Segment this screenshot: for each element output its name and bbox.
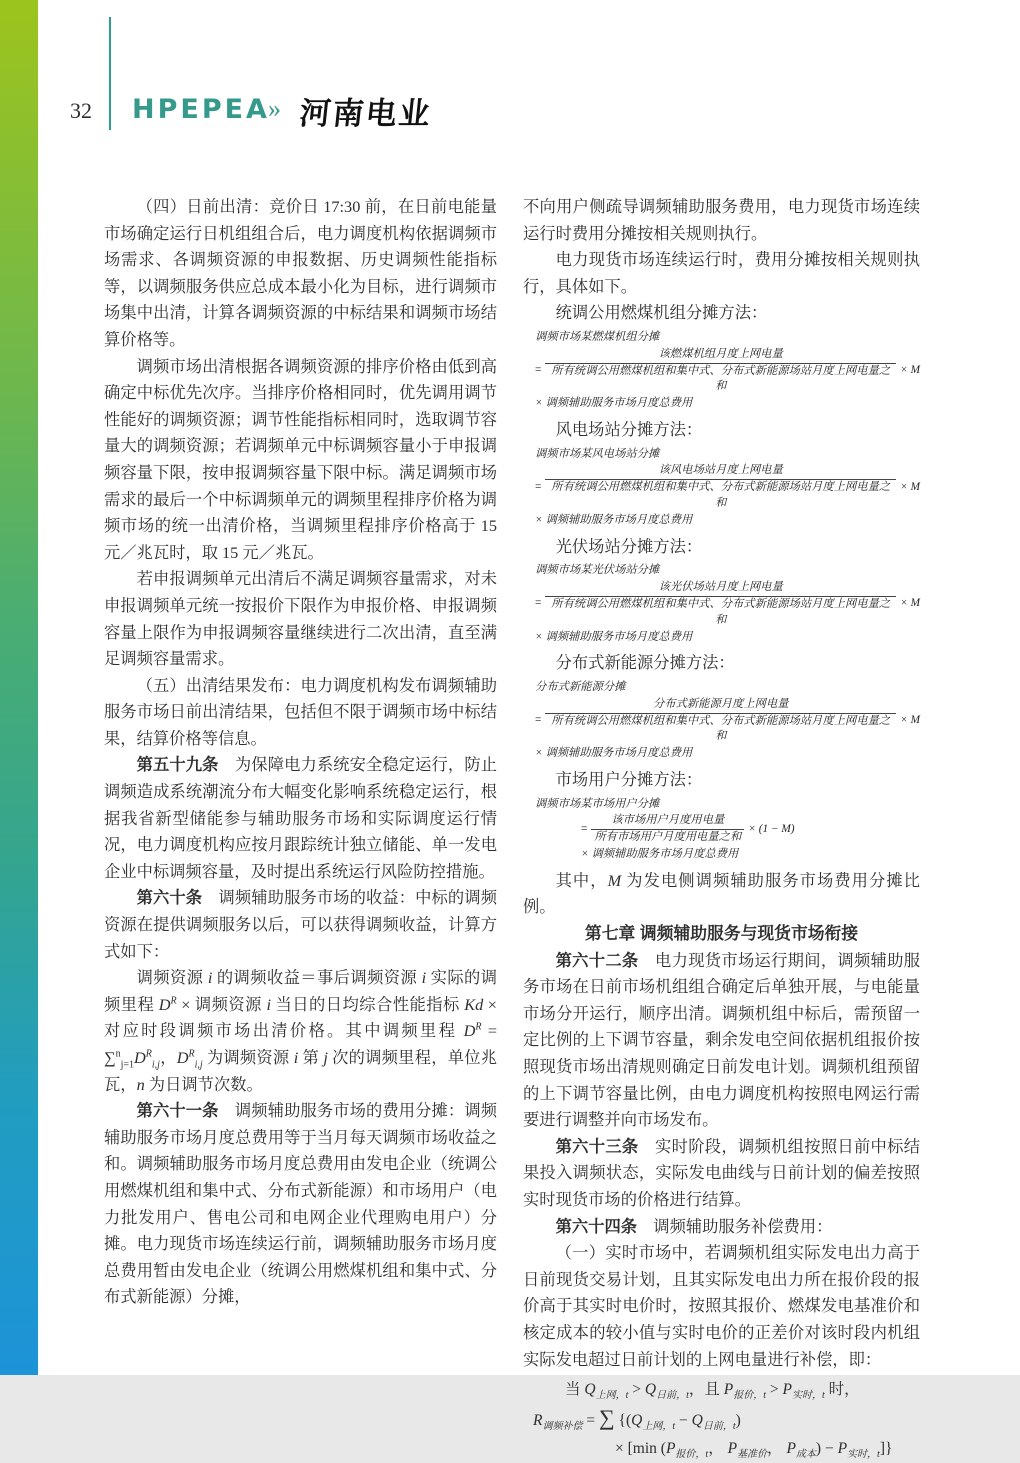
math-symbol: Kd [464,994,484,1014]
hpepea-logo: HPEPEA [132,94,270,125]
numerator: 该光伏场站月度上网电量 [658,581,783,594]
paragraph [523,868,920,921]
chapter-heading: 第七章 调频辅助服务与现货市场衔接 [584,924,859,944]
denominator: 所有统调公用燃煤机组和集中式、分布式新能源场站月度上网电量之和 [545,713,896,746]
text-run: 调频辅助服务补偿费用： [637,1216,833,1236]
text-run: 若申报调频单元出清后不满足调频容量需求，对未申报调频单元统一按报价下限作为申报价格、申报调频容量上限作为申报调频容量继续进行二次出清，直至满足调频容量需求。 [104,569,497,669]
paragraph [523,948,920,1134]
formula-tail: × 调频辅助服务市场月度总费用 [581,848,739,861]
math-symbol: $P_{实时,t}$ [782,1381,825,1402]
text-run: ) − [815,1440,838,1458]
math-symbol: $R_{调频补偿}$ [533,1412,583,1433]
text-run: 为调频资源 [202,1048,294,1067]
distributed-renewable-allocation-formula [535,680,920,762]
math-symbol: $Q_{日前,t}$ [691,1412,736,1433]
paragraph [104,354,497,567]
paragraph [523,1240,920,1373]
denominator: 所有统调公用燃煤机组和集中式、分布式新能源场站月度上网电量之和 [545,363,896,396]
math-symbol: $Q_{上网,t}$ [584,1381,629,1402]
text-run: （一）实时市场中，若调频机组实际发电出力高于日前现货交易计划，且其实际发电出力所在报价段的报价高于其实时电价时，按照其报价、燃煤发电基准价和核定成本的较小值与实时电价的正差价对该时段内机组实际发电超过日前计划的上网电量进行补偿，即： [523,1243,920,1369]
text-run: （四）日前出清：竞价日 17:30 前，在日前电能量市场确定运行日机组组合后，电力调度机构依据调频市场需求、各调频资源的申报数据、历史调频性能指标等，以调频服务供应总成本最小化为目标，进行调频市场集中出清，计算各调频资源的中标结果和调频市场结算价格等。 [104,197,497,349]
text-run: 次的调频里程，单位兆瓦， [104,1048,497,1094]
text-run: = [582,1412,599,1430]
text-run: 当日的日均综合性能指标 [270,994,465,1014]
article-lead: 第六十四条 [555,1217,638,1236]
paragraph [104,885,497,965]
equals-sign: = [535,714,542,727]
fraction [545,697,896,745]
multiplier: × (1 − M) [748,822,795,835]
paragraph [104,965,497,1098]
formula-fraction-line [535,697,920,745]
text-run: 统调公用燃煤机组分摊方法： [555,303,768,323]
paragraph [523,1134,920,1214]
text-run: ， [767,1440,787,1458]
market-user-allocation-formula [535,797,920,863]
fraction [545,347,896,395]
page-number: 32 [70,98,92,123]
text-run: 时， [824,1381,860,1399]
paragraph [104,1098,497,1311]
paragraph [523,650,920,677]
fraction [591,813,744,846]
math-symbol: $P_{报价,t}$ [723,1381,766,1402]
brand-name: 河南电业 [297,96,434,132]
compensation-formula [523,1376,920,1463]
text-run: 调频资源 [136,968,208,988]
text-run: = [481,1021,497,1041]
formula-line [523,1435,920,1463]
paragraph [523,767,920,794]
paragraph [523,194,920,247]
math-symbol: $D^R_{i,j}$ [176,1048,203,1071]
text-run: ) [735,1412,741,1430]
text-run: × 对应时段调频市场出清价格。其中调频里程 [104,994,497,1041]
math-symbol: $P_{实时,t}$ [837,1440,880,1461]
text-run: − [675,1412,692,1430]
math-symbol: i [421,968,427,988]
text-run: 实际的调频里程 [104,968,497,1014]
wind-farm-allocation-formula [535,447,920,529]
page-header [0,0,1020,150]
denominator: 所有统调公用燃煤机组和集中式、分布式新能源场站月度上网电量之和 [545,596,896,629]
text-run: 为发电侧调频辅助服务市场费用分摊比例。 [523,870,920,917]
left-column [104,194,497,1311]
text-run: 其中， [555,870,608,890]
left-gradient-bar [0,0,38,1375]
formula-fraction-line [535,463,920,511]
paragraph [104,673,497,753]
equals-sign: = [535,480,542,493]
text-run: ， [708,1440,728,1458]
text-run: 分布式新能源分摊方法： [555,653,735,673]
text-run: 实时阶段，调频机组按照日前中标结果投入调频状态，实际发电曲线与日前计划的偏差按照实时现货市场的价格进行结算。 [523,1136,920,1209]
text-run: 为日调节次数。 [144,1074,263,1094]
formula-lead: 调频市场某光伏场站分摊 [535,564,660,577]
text-run: 市场用户分摊方法： [555,770,703,789]
coal-unit-allocation-formula [535,330,920,412]
text-run: 电力现货市场运行期间，调频辅助服务市场在日前市场机组组合确定后单独开展，与电能量市场分开运行，顺序出清。调频机组中标后，需预留一定比例的上下调节容量，剩余发电空间依据机组报价按照现货市场出清规则确定日前发电计划。调频机组预留的上下调节容量比例，由电力调度机构按照电网运行需要进行调整并向市场发布。 [523,950,920,1130]
formula-lead: 调频市场某市场用户分摊 [535,797,660,810]
math-symbol: i [266,994,271,1014]
formula-tail: × 调频辅助服务市场月度总费用 [535,747,693,760]
formula-line [523,1404,920,1435]
paragraph [104,752,497,885]
text-run: 第 [298,1048,324,1067]
paragraph [523,1214,920,1241]
multiplier: × M [900,364,920,377]
math-symbol: $P_{成本}$ [786,1440,816,1461]
formula-fraction-line [535,580,920,628]
text-run: 风电场站分摊方法： [555,420,703,440]
math-symbol: $D^R_{i,j}$ [134,1048,160,1071]
equals-sign: = [535,597,542,610]
text-run: × 调频资源 [176,994,267,1014]
denominator: 所有市场用户月度用电量之和 [591,829,744,846]
formula-line [523,1376,920,1404]
paragraph [523,534,920,561]
numerator: 该市场用户月度用电量 [611,814,725,827]
text-run: （五）出清结果发布：电力调度机构发布调频辅助服务市场日前出清结果，包括但不限于调频市场中标结果，结算价格等信息。 [104,675,497,748]
right-column [523,194,920,1463]
text-run: 电力现货市场连续运行时，费用分摊按相关规则执行，具体如下。 [523,250,920,296]
formula-lead: 调频市场某风电场站分摊 [535,447,660,460]
equals-sign: = [581,822,588,835]
formula-tail: × 调频辅助服务市场月度总费用 [535,513,693,526]
text-run: {( [614,1412,632,1430]
text-run: 光伏场站分摊方法： [555,536,703,556]
numerator: 该风电场站月度上网电量 [658,464,783,477]
text-run: × [min ( [615,1440,666,1458]
math-symbol: $P_{报价,t}$ [665,1440,709,1461]
formula-tail: × 调频辅助服务市场月度总费用 [535,397,693,410]
double-chevron-icon: » [268,94,281,123]
denominator: 所有统调公用燃煤机组和集中式、分布式新能源场站月度上网电量之和 [545,479,896,512]
paragraph [523,300,920,327]
math-symbol: $D^R$ [463,1021,482,1041]
fraction [545,580,896,628]
math-symbol: M [607,870,622,890]
text-run: 调频辅助服务市场的收益：中标的调频资源在提供调频服务以后，可以获得调频收益，计算方式如下： [104,888,497,961]
formula-tail: × 调频辅助服务市场月度总费用 [535,630,693,643]
math-symbol: i [207,968,213,988]
multiplier: × M [900,714,920,727]
formula-fraction-line [535,347,920,395]
text-run: 为保障电力系统安全稳定运行，防止调频造成系统潮流分布大幅变化影响系统稳定运行，根据我省新型储能参与辅助服务市场和实际调度运行情况，电力调度机构应按月跟踪统计独立储能、单一发电企业中标调频容量，及时提出系统运行风险防控措施。 [104,755,497,881]
text-run: 调频市场出清根据各调频资源的排序价格由低到高确定中标优先次序。当排序价格相同时，优先调用调节性能好的调频资源；调节性能指标相同时，选取调节容量大的调频资源；若调频单元中标调频容量小于申报调频容量下限，按申报调频容量下限中标。满足调频市场需求的最后一个中标调频单元的调频里程排序价格为调频市场的统一出清价格，当调频里程排序价格高于 15 元／兆瓦时，取 15 元／兆瓦。 [104,356,497,562]
text-run: ]} [879,1440,893,1458]
math-symbol: i [293,1048,299,1067]
formula-fraction-line [581,813,920,846]
math-symbol: j [323,1048,328,1067]
paragraph [523,417,920,444]
math-symbol: $Q_{上网,t}$ [631,1412,676,1433]
text-run: > [628,1381,645,1399]
multiplier: × M [900,597,920,610]
article-lead: 第五十九条 [136,756,219,775]
text-run: ， [159,1048,177,1067]
math-symbol: n [136,1074,145,1094]
article-lead: 第六十条 [136,889,203,908]
text-run: > [766,1381,783,1399]
paragraph [104,566,497,672]
text-run: ，且 [688,1381,724,1399]
formula-lead: 分布式新能源分摊 [535,680,626,693]
article-lead: 第六十二条 [555,951,639,970]
multiplier: × M [900,480,920,493]
equals-sign: = [535,364,542,377]
article-lead: 第六十一条 [136,1102,219,1121]
paragraph [523,247,920,300]
formula-lead: 调频市场某燃煤机组分摊 [535,330,660,343]
text-run: 的调频收益＝事后调频资源 [212,968,422,988]
numerator: 分布式新能源月度上网电量 [652,697,789,710]
text-run: 不向用户侧疏导调频辅助服务费用，电力现货市场连续运行时费用分摊按相关规则执行。 [523,197,920,243]
header-divider-line [109,17,111,130]
math-symbol: ∑ [598,1405,615,1431]
text-run: 调频辅助服务市场的费用分摊：调频辅助服务市场月度总费用等于当月每天调频市场收益之和。调频辅助服务市场月度总费用由发电企业（统调公用燃煤机组和集中式、分布式新能源）和市场用户（电力批发用户、售电公司和电网企业代理购电用户）分摊。电力现货市场连续运行前，调频辅助服务市场月度总费用暂由发电企业（统调公用燃煤机组和集中式、分布式新能源）分摊， [104,1101,497,1307]
math-symbol: $P_{基准价}$ [727,1440,768,1461]
text-run: 当 [565,1381,585,1399]
pv-station-allocation-formula [535,563,920,645]
math-symbol: $D^R$ [158,994,177,1014]
math-symbol: ∑$^n_{j=1}$ [104,1048,135,1071]
article-lead: 第六十三条 [555,1137,639,1156]
math-symbol: $Q_{日前,t}$ [644,1381,689,1402]
fraction [545,463,896,511]
paragraph [104,194,497,354]
numerator: 该燃煤机组月度上网电量 [658,347,783,360]
